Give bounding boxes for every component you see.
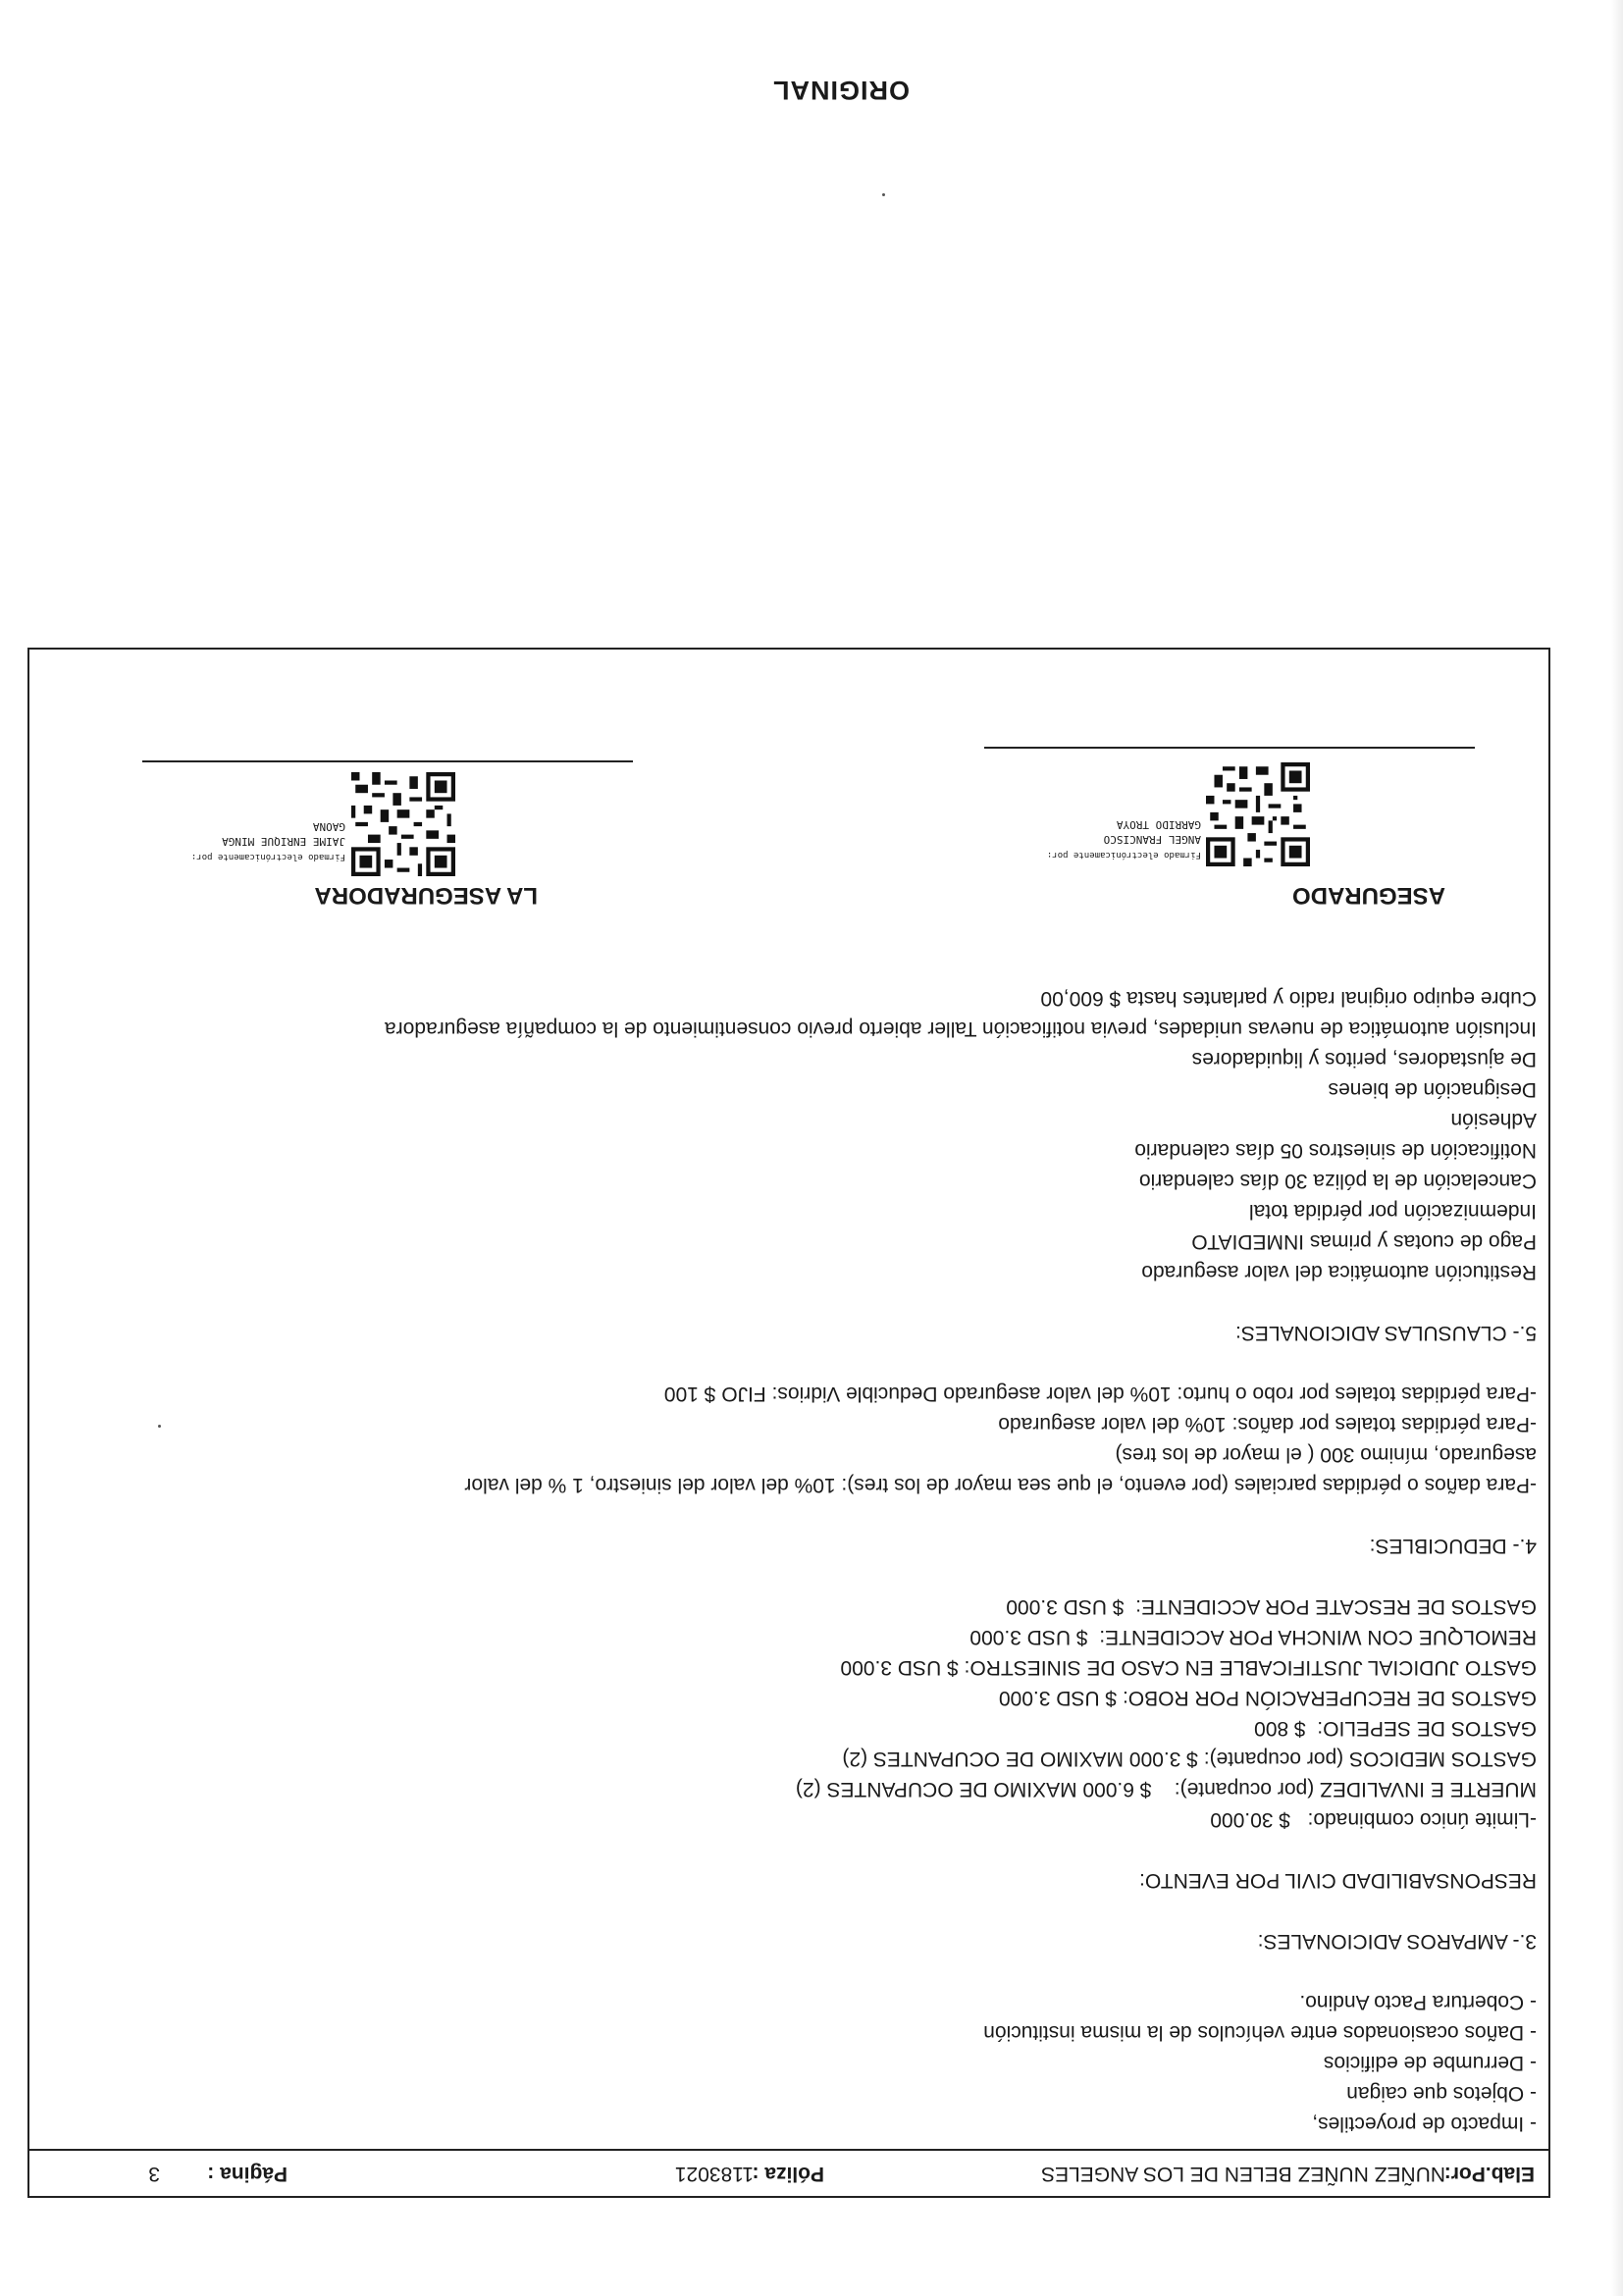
page-header bbox=[29, 2149, 1548, 2196]
insured-signer-block bbox=[1047, 817, 1201, 863]
insurer-signer-block bbox=[191, 819, 345, 865]
insured-signer-note: Firmado electrónicamente por: bbox=[1046, 850, 1201, 860]
coverage-item: - Daños ocasionados entre vehículos de la misma institución bbox=[983, 2021, 1537, 2044]
amparo-line: GASTOS DE SEPELIO: $ 800 bbox=[1254, 1717, 1537, 1740]
clausula-line: Adhesión bbox=[1450, 1109, 1537, 1131]
clausula-line: Pago de cuotas y primas INMEDIATO bbox=[1191, 1230, 1537, 1253]
coverage-item: - Cobertura Pacto Andino. bbox=[1299, 1991, 1537, 2013]
clausula-line: Cubre equipo original radio y parlantes hasta $ 600,00 bbox=[1040, 987, 1537, 1010]
insured-title: ASEGURADO bbox=[1291, 882, 1445, 909]
insurer-signer-note: Firmado electrónicamente por: bbox=[190, 852, 345, 861]
original-stamp: ORIGINAL bbox=[772, 76, 910, 105]
insurer-title: LA ASEGURADORA bbox=[314, 882, 538, 909]
insured-qr-code bbox=[1206, 762, 1310, 866]
amparo-line: GASTOS DE RECUPERACIÓN POR ROBO: $ USD 3.000 bbox=[998, 1687, 1537, 1709]
clausula-line: Restitución automática del valor asegurado bbox=[1141, 1261, 1537, 1283]
elab-value: NUÑEZ NUÑEZ BELEN DE LOS ANGELES bbox=[1041, 2163, 1445, 2185]
clausula-line: Inclusión automática de nuevas unidades, previa notificación Taller abierto previo consentimiento de la compañía aseguradora bbox=[384, 1018, 1537, 1040]
amparo-line: GASTOS MEDICOS (por ocupante): $ 3.000 MAXIMO DE OCUPANTES (2) bbox=[842, 1748, 1537, 1770]
signature-area bbox=[29, 646, 1548, 920]
deducibles-title: 4.- DEDUCIBLES: bbox=[1369, 1535, 1537, 1557]
insurer-signer-name-1: JAIME ENRIQUE MINGA bbox=[222, 835, 345, 848]
scan-speck bbox=[158, 1425, 161, 1428]
rc-title: RESPONSABILIDAD CIVIL POR EVENTO: bbox=[1139, 1869, 1537, 1892]
clausula-line: De ajustadores, peritos y liquidadores bbox=[1191, 1048, 1537, 1070]
clausula-line: Cancelación de la póliza 30 días calendario bbox=[1138, 1170, 1537, 1192]
clausula-line: Designación de bienes bbox=[1328, 1078, 1537, 1101]
insured-signer-name-1: ANGEL FRANCISCO bbox=[1103, 833, 1201, 846]
amparo-line: GASTOS DE RESCATE POR ACCIDENTE: $ USD 3.000 bbox=[1006, 1595, 1537, 1618]
coverage-item: - Impacto de proyectiles, bbox=[1312, 2113, 1537, 2135]
deducible-line: -Para daños o pérdidas parciales (por evento, el que sea mayor de los tres): 10% del valor del siniestro, 1 % del valor bbox=[464, 1474, 1537, 1496]
coverage-item: - Objetos que caigan bbox=[1346, 2082, 1537, 2105]
amparo-line: GASTO JUDICIAL JUSTIFICABLE EN CASO DE SINIESTRO: $ USD 3.000 bbox=[840, 1656, 1537, 1679]
clausula-line: Notificación de siniestros 05 días calendario bbox=[1134, 1139, 1537, 1162]
coverage-item: - Derrumbe de edificios bbox=[1323, 2052, 1537, 2074]
policy-frame bbox=[27, 648, 1550, 2198]
pagina-value: 3 bbox=[148, 2163, 160, 2185]
insurer-signer-name-2: GAONA bbox=[312, 820, 345, 833]
insured-signer-name-2: GARRIDO TROYA bbox=[1116, 818, 1201, 831]
amparo-line: MUERTE E INVALIDEZ (por ocupante): $ 6.000 MAXIMO DE OCUPANTES (2) bbox=[795, 1778, 1537, 1800]
amparo-line: -Limite único combinado: $ 30.000 bbox=[1210, 1808, 1537, 1831]
amparo-line: REMOLQUE CON WINCHA POR ACCIDENTE: $ USD 3.000 bbox=[969, 1626, 1537, 1648]
pagina-label: Página : bbox=[207, 2163, 288, 2185]
policy-content bbox=[49, 983, 1537, 2139]
insurer-signature-line bbox=[142, 760, 633, 762]
clausulas-title: 5.- CLAUSULAS ADICIONALES: bbox=[1235, 1322, 1537, 1344]
insured-signature-line bbox=[984, 747, 1475, 749]
poliza-label: Póliza : bbox=[752, 2163, 824, 2185]
deducible-line: asegurado, mínimo 300 ( el mayor de los tres) bbox=[1115, 1443, 1537, 1466]
poliza-value: 1183021 bbox=[674, 2163, 754, 2185]
amparos-title: 3.- AMPAROS ADICIONALES: bbox=[1257, 1930, 1537, 1953]
scan-edge-shadow bbox=[1611, 0, 1623, 2296]
deducible-line: -Para pérdidas totales por robo o hurto: 10% del valor asegurado Deducible Vidrios: FIJO $ 100 bbox=[663, 1383, 1537, 1405]
insurer-qr-code bbox=[351, 772, 455, 876]
clausula-line: Indemnización por pérdida total bbox=[1248, 1200, 1537, 1223]
scan-speck bbox=[882, 193, 885, 196]
elab-label: Elab.Por: bbox=[1443, 2163, 1535, 2185]
deducible-line: -Para pérdidas totales por daños: 10% del valor asegurado bbox=[998, 1413, 1537, 1435]
